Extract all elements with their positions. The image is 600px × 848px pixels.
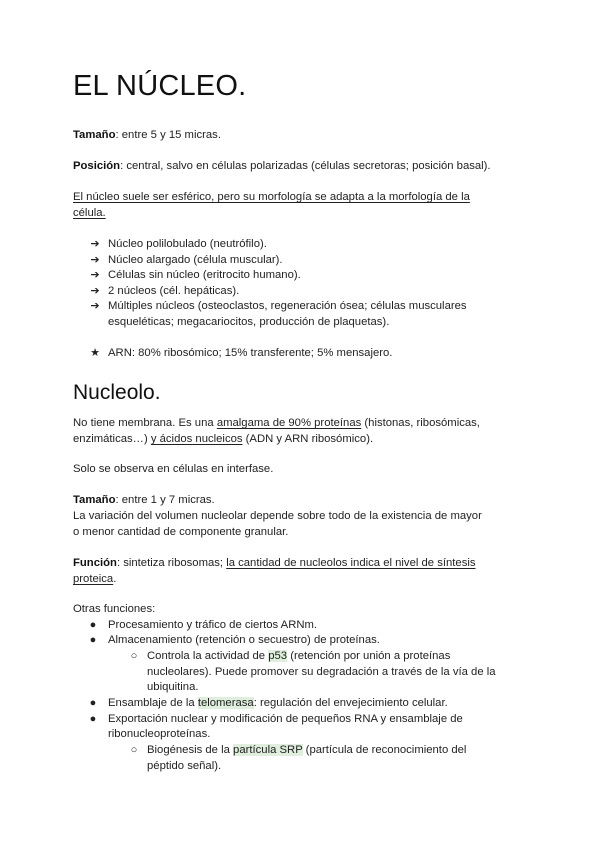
text-span-underlined: la cantidad de nucleolos indica el nivel de síntesis: [226, 557, 476, 569]
text-span: Controla la actividad de: [147, 650, 269, 662]
list-item-text: ARN: 80% ribosómico; 15% transferente; 5% mensajero.: [108, 347, 393, 359]
text-span-highlighted: p53: [268, 650, 288, 662]
sublist-item-continuation: ubiquitina.: [147, 681, 199, 693]
tamano-paragraph: [73, 127, 533, 143]
posicion-text: : central, salvo en células polarizadas (células secretoras; posición basal).: [120, 160, 491, 172]
membrana-line-1: [73, 415, 533, 431]
text-span-underlined: y ácidos nucleicos: [150, 433, 243, 445]
list-item-text: Procesamiento y tráfico de ciertos ARNm.: [108, 619, 318, 631]
arrow-right-icon: ➔: [90, 238, 100, 250]
tamano-text: : entre 5 y 15 micras.: [115, 129, 221, 141]
funcion-line-2: [73, 571, 533, 587]
list-item-text: [147, 742, 466, 758]
membrana-line-2: [73, 431, 533, 447]
text-span-underlined: proteica: [73, 573, 114, 585]
posicion-paragraph: [73, 158, 533, 174]
otras-funciones-heading: Otras funciones:: [73, 603, 156, 615]
circle-bullet-icon: ○: [130, 650, 138, 662]
morfologia-line-2: célula.: [73, 207, 106, 219]
funcion-label: Función: [73, 557, 117, 569]
text-span-highlighted: partícula SRP: [233, 744, 303, 756]
interfase-paragraph: Solo se observa en células en interfase.: [73, 463, 274, 475]
posicion-label: Posición: [73, 160, 121, 172]
bullet-icon: ●: [89, 619, 97, 631]
list-item-text: Almacenamiento (retención o secuestro) de proteínas.: [108, 634, 380, 646]
sublist-item-continuation: péptido señal).: [147, 760, 222, 772]
list-item-text: Exportación nuclear y modificación de pequeños RNA y ensamblaje de: [108, 713, 463, 725]
text-span: (ADN y ARN ribosómico).: [242, 433, 374, 445]
list-item-text: [108, 695, 448, 711]
bullet-icon: ●: [89, 634, 97, 646]
bullet-icon: ●: [89, 697, 97, 709]
page-title: EL NÚCLEO.: [73, 70, 247, 102]
morfologia-line-1: El núcleo suele ser esférico, pero su morfología se adapta a la morfología de la: [73, 191, 470, 203]
text-span: : sintetiza ribosomas;: [116, 557, 227, 569]
circle-bullet-icon: ○: [130, 744, 138, 756]
funcion-line-1: [73, 555, 533, 571]
text-span: : regulación del envejecimiento celular.: [253, 697, 448, 709]
text-span: (histonas, ribosómicas,: [361, 417, 480, 429]
tamano2-label: Tamaño: [73, 494, 116, 506]
text-span: (retención por unión a proteínas: [287, 650, 451, 662]
list-item-continuation: ribonucleoproteínas.: [108, 728, 211, 740]
list-item-text: Células sin núcleo (eritrocito humano).: [108, 269, 301, 281]
sublist-item-continuation: nucleolares). Puede promover su degradación a través de la vía de la: [147, 666, 496, 678]
arrow-right-icon: ➔: [90, 285, 100, 297]
text-span: (partícula de reconocimiento del: [302, 744, 467, 756]
tamano2-line-2: La variación del volumen nucleolar depende sobre todo de la existencia de mayor: [73, 510, 482, 522]
tamano2-text: : entre 1 y 7 micras.: [115, 494, 215, 506]
text-span: .: [113, 573, 117, 585]
bullet-icon: ●: [89, 713, 97, 725]
star-icon: ★: [90, 347, 100, 359]
list-item-text: Núcleo polilobulado (neutrófilo).: [108, 238, 267, 250]
tamano2-line-3: o menor cantidad de componente granular.: [73, 526, 289, 538]
arrow-right-icon: ➔: [90, 300, 100, 312]
text-span-highlighted: telomerasa: [197, 697, 254, 709]
text-span-underlined: amalgama de 90% proteínas: [216, 417, 362, 429]
arrow-right-icon: ➔: [90, 269, 100, 281]
text-span: Ensamblaje de la: [108, 697, 198, 709]
text-span: No tiene membrana. Es una: [73, 417, 217, 429]
list-item-text: 2 núcleos (cél. hepáticas).: [108, 285, 240, 297]
list-item-text: [147, 648, 450, 664]
text-span: enzimáticas…): [73, 433, 151, 445]
list-item-text: Múltiples núcleos (osteoclastos, regeneración ósea; células musculares: [108, 300, 467, 312]
list-item-text: Núcleo alargado (célula muscular).: [108, 254, 283, 266]
arrow-right-icon: ➔: [90, 254, 100, 266]
section-title-nucleolo: Nucleolo.: [73, 381, 161, 404]
text-span: Biogénesis de la: [147, 744, 234, 756]
tamano2-line-1: [73, 492, 533, 508]
tamano-label: Tamaño: [73, 129, 116, 141]
list-item-continuation: esqueléticas; megacariocitos, producción de plaquetas).: [108, 316, 390, 328]
